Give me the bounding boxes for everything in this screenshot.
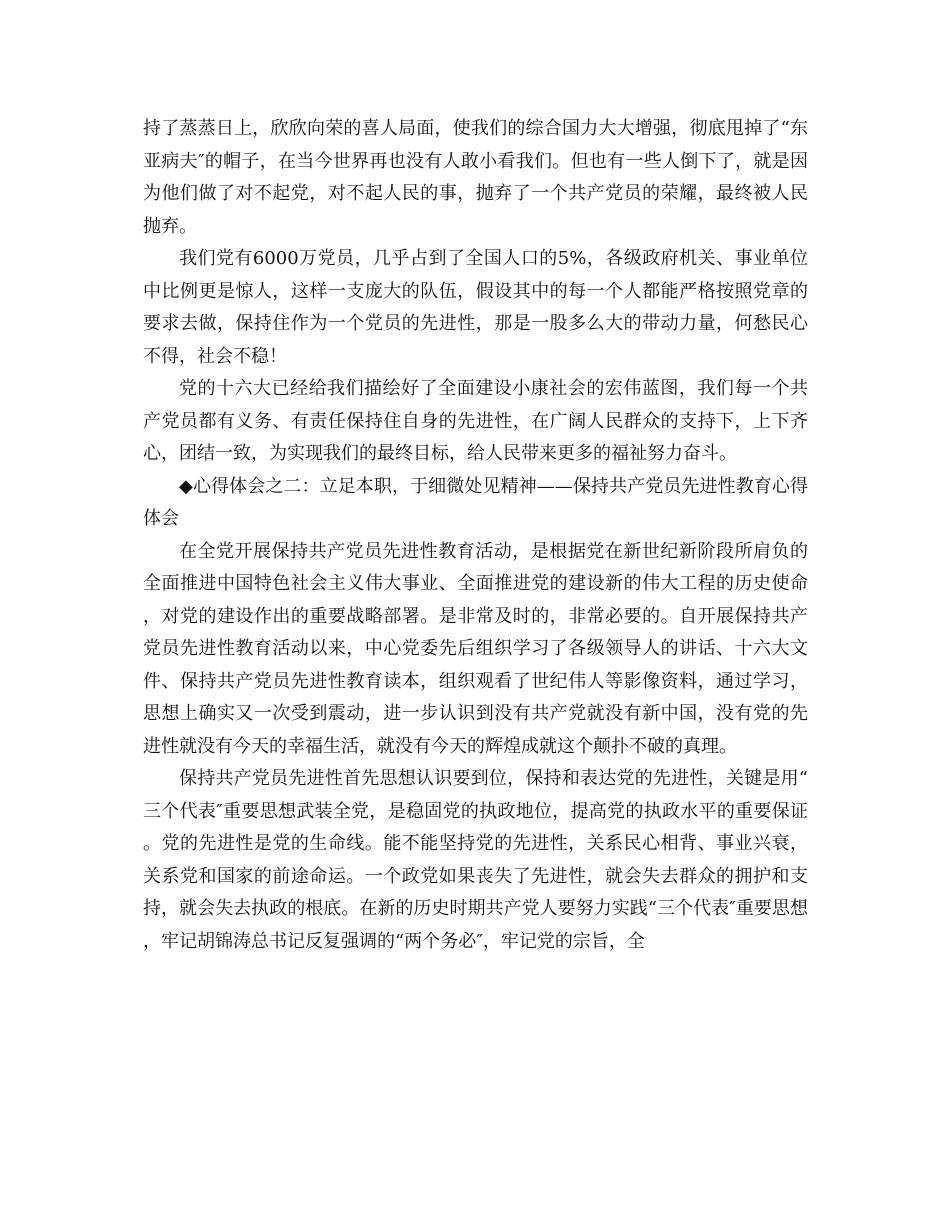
- paragraph-education-activity: 在全党开展保持共产党员先进性教育活动，是根据党在新世纪新阶段所肩负的全面推进中国特色社会主义伟大事业、全面推进党的建设新的伟大工程的历史使命，对党的建设作出的重要战略部署。是非常及时的，非常必要的。自开展保持共产党员先进性教育活动以来，中心党委先后组织学习了各级领导人的讲话、十六大文件、保持共产党员先进性教育读本，组织观看了世纪伟人等影像资料，通过学习，思想上确实又一次受到震动，进一步认识到没有共产党就没有新中国，没有党的先进性就没有今天的幸福生活，就没有今天的辉煌成就这个颠扑不破的真理。: [143, 540, 808, 757]
- paragraph-party-members: 我们党有6000万党员，几乎占到了全国人口的5%，各级政府机关、事业单位中比例更是惊人，这样一支庞大的队伍，假设其中的每一个人都能严格按照党章的要求去做，保持住作为一个党员的先进性，那是一股多么大的带动力量，何愁民心不得，社会不稳！: [143, 248, 808, 367]
- paragraph-sixteenth-congress: 党的十六大已经给我们描绘好了全面建设小康社会的宏伟蓝图，我们每一个共产党员都有义务、有责任保持住自身的先进性，在广阔人民群众的支持下，上下齐心，团结一致，为实现我们的最终目标，给人民带来更多的福祉努力奋斗。: [143, 378, 808, 464]
- section-heading: ◆心得体会之二：立足本职，于细微处见精神——保持共产党员先进性教育心得体会: [143, 475, 808, 529]
- paragraph-ideological-understanding: 保持共产党员先进性首先思想认识要到位，保持和表达党的先进性，关键是用“三个代表″重要思想武装全党，是稳固党的执政地位，提高党的执政水平的重要保证。党的先进性是党的生命线。能不能坚持党的先进性，关系民心相背、事业兴衰，关系党和国家的前途命运。一个政党如果丧失了先进性，就会失去群众的拥护和支持，就会失去执政的根底。在新的历史时期共产党人要努力实践“三个代表″重要思想，牢记胡锦涛总书记反复强调的“两个务必″，牢记党的宗旨，全: [143, 768, 808, 952]
- paragraph-continuation: 持了蒸蒸日上，欣欣向荣的喜人局面，使我们的综合国力大大增强，彻底甩掉了“东亚病夫″的帽子，在当今世界再也没有人敢小看我们。但也有一些人倒下了，就是因为他们做了对不起党，对不起人民的事，抛弃了一个共产党员的荣耀，最终被人民抛弃。: [143, 118, 808, 237]
- document-page: [143, 113, 808, 958]
